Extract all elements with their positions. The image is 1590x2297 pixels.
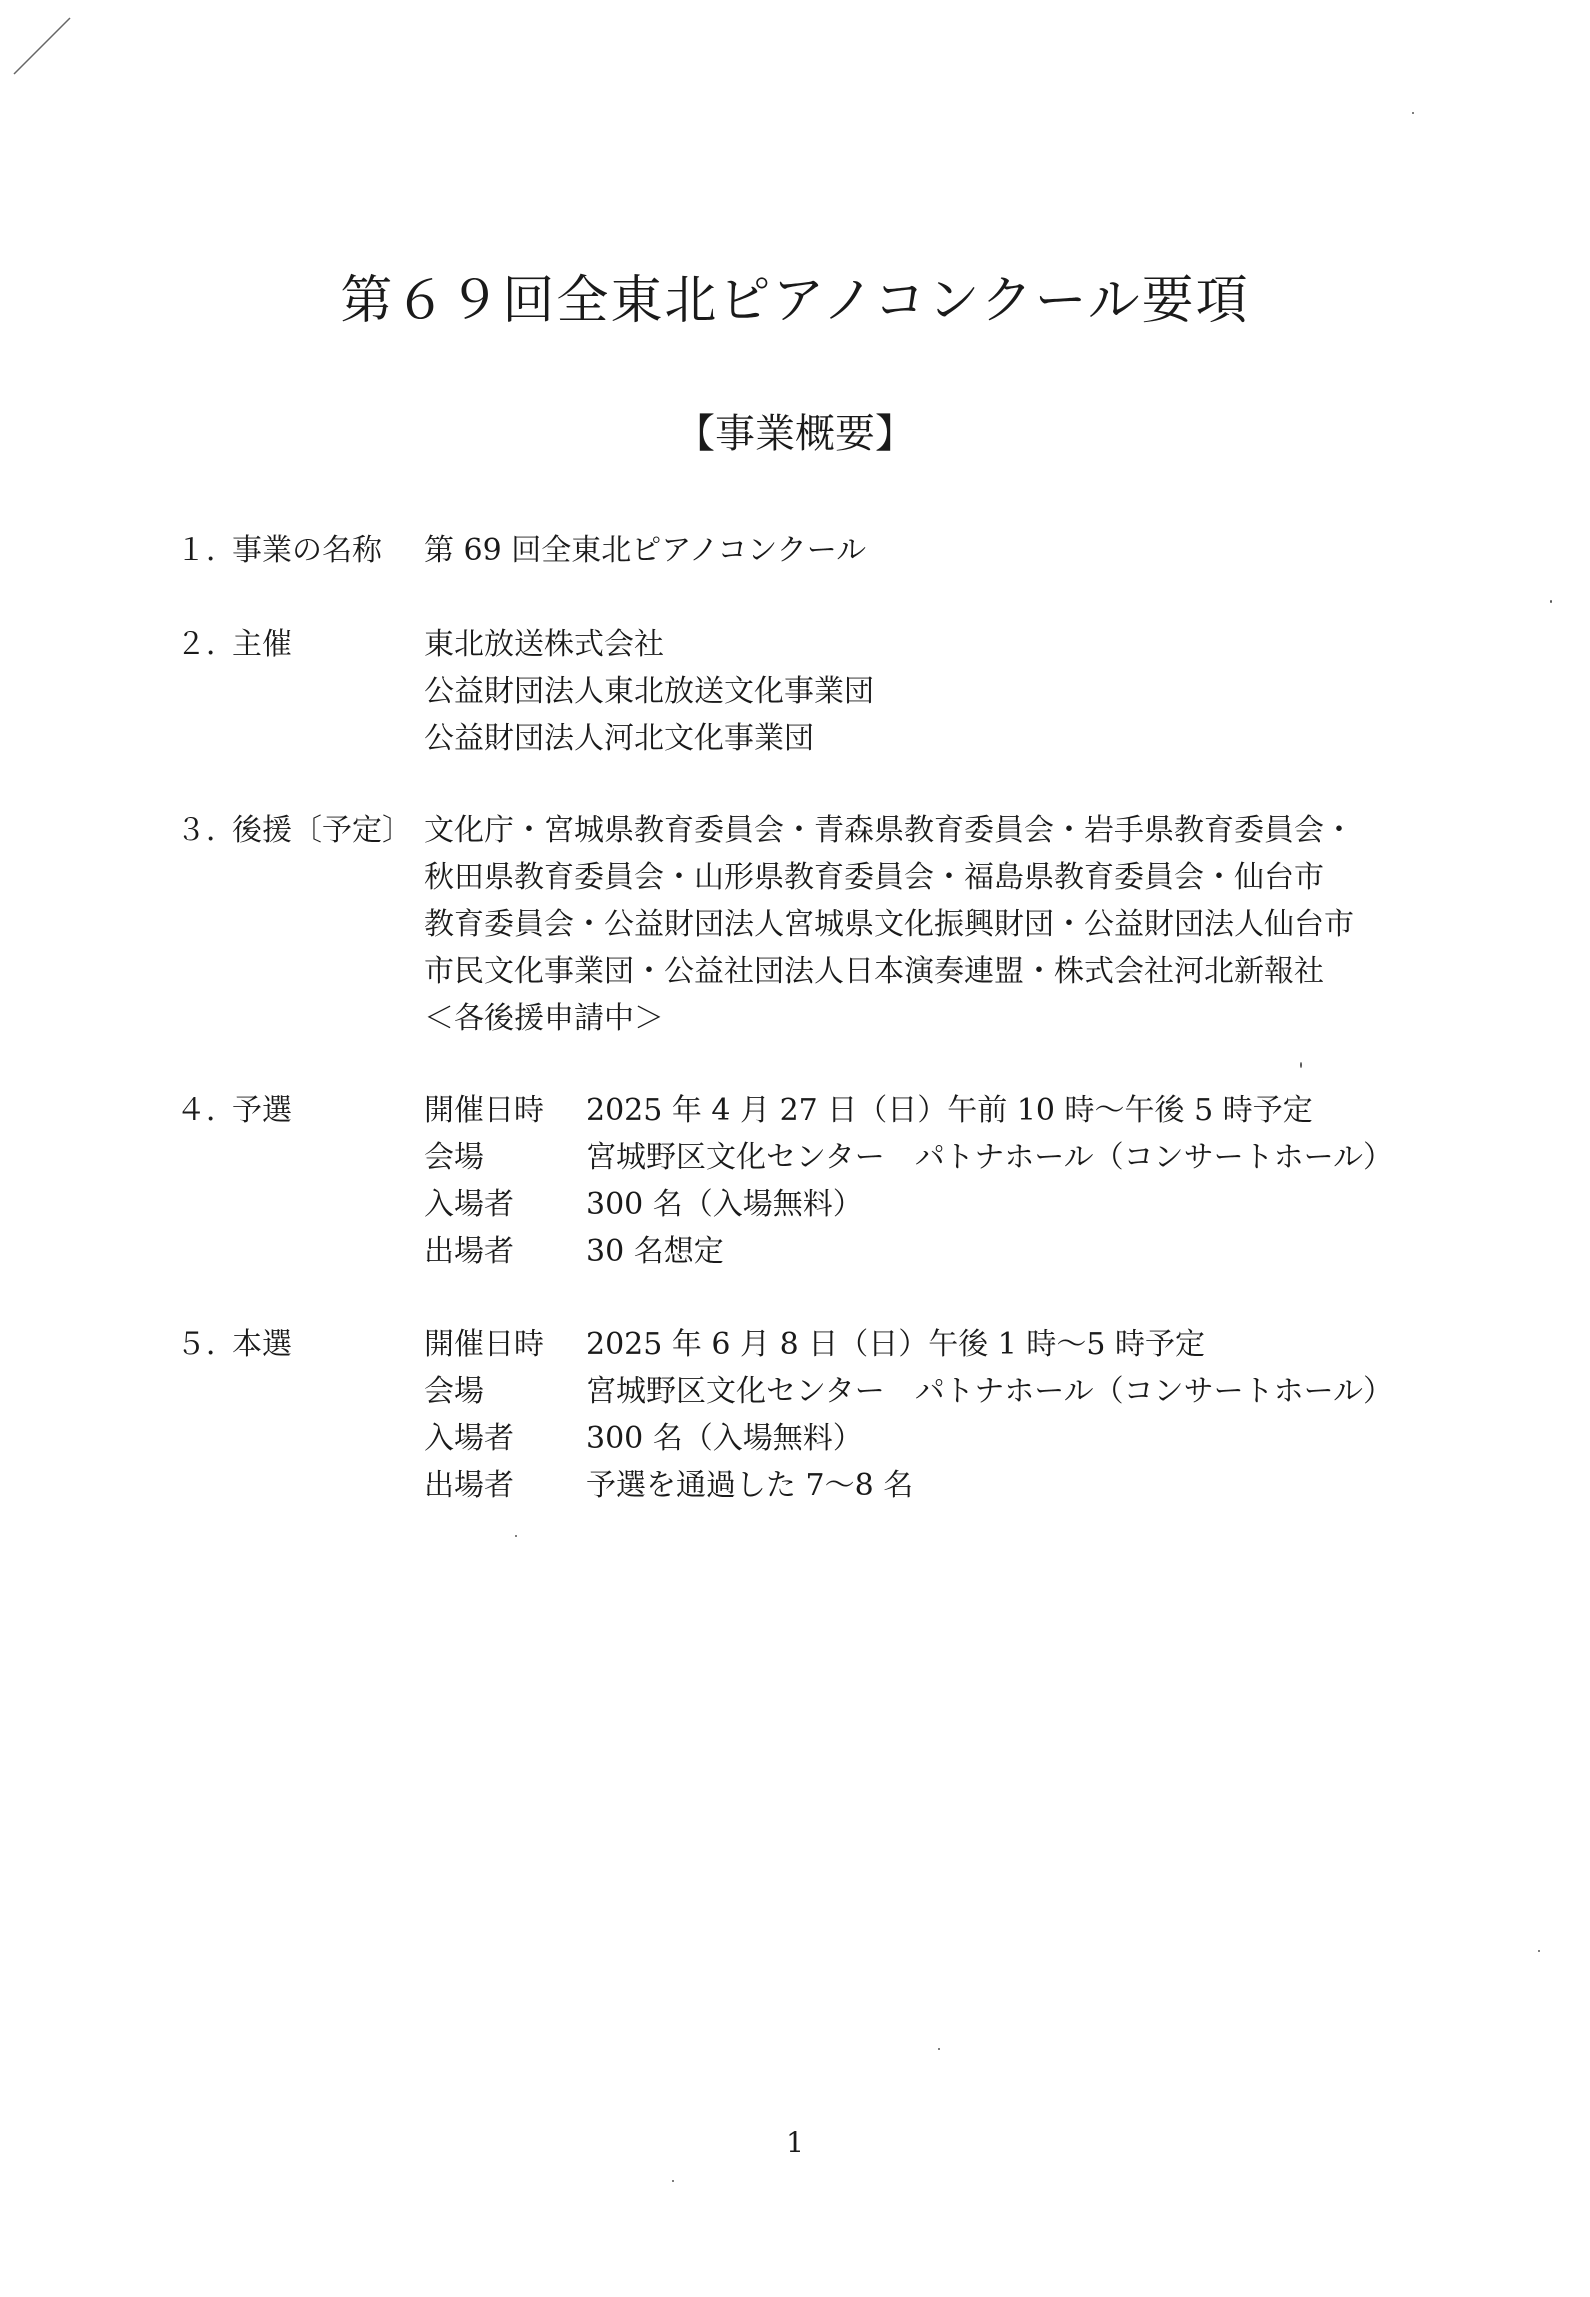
scan-speck [515,1535,517,1537]
scan-mark-line [12,16,82,76]
section-line: 教育委員会・公益財団法人宮城県文化振興財団・公益財団法人仙台市 [424,907,1354,942]
detail-row [424,1368,1424,1415]
detail-value: 宮城野区文化センター パトナホール（コンサートホール） [586,1140,1393,1175]
section-line: 東北放送株式会社 [424,627,664,662]
scan-speck [1538,1950,1540,1952]
detail-row [424,1087,1424,1134]
section-line: 文化庁・宮城県教育委員会・青森県教育委員会・岩手県教育委員会・ [424,813,1354,848]
section-number: ２． [176,627,236,662]
section-line: 公益財団法人河北文化事業団 [424,721,814,756]
section-label: 事業の名称 [232,533,382,568]
section-body [424,621,1424,762]
section-number: ３． [176,813,236,848]
section-label: 本選 [232,1327,292,1362]
detail-row [424,1181,1424,1228]
detail-value: 2025 年 4 月 27 日（日）午前 10 時～午後 5 時予定 [586,1093,1313,1128]
section-body [424,527,1424,574]
detail-value: 300 名（入場無料） [586,1187,863,1222]
section-body [424,1321,1424,1509]
page-number: 1 [786,2126,804,2159]
detail-value: 30 名想定 [586,1234,724,1269]
detail-row [424,1134,1424,1181]
detail-row [424,1462,1424,1509]
scan-speck [1412,112,1414,114]
detail-key: 会場 [424,1374,484,1409]
section-line: 市民文化事業団・公益社団法人日本演奏連盟・株式会社河北新報社 [424,954,1324,989]
scan-speck [1300,1062,1302,1068]
detail-value: 300 名（入場無料） [586,1421,863,1456]
detail-row [424,1228,1424,1275]
detail-key: 出場者 [424,1234,514,1269]
detail-key: 会場 [424,1140,484,1175]
detail-key: 開催日時 [424,1327,544,1362]
section-label: 予選 [232,1093,292,1128]
scan-speck [938,2048,940,2050]
detail-key: 出場者 [424,1468,514,1503]
section-line: ＜各後援申請中＞ [424,1001,664,1036]
detail-row [424,1415,1424,1462]
section-number: １． [176,533,236,568]
section-body [424,1087,1424,1275]
detail-row [424,1321,1424,1368]
detail-key: 入場者 [424,1421,514,1456]
section-line: 第 69 回全東北ピアノコンクール [424,533,867,568]
scan-speck [1550,600,1552,603]
section-number: ５． [176,1327,236,1362]
section-line: 公益財団法人東北放送文化事業団 [424,674,874,709]
detail-key: 入場者 [424,1187,514,1222]
document-title: 第６９回全東北ピアノコンクール要項 [340,271,1250,331]
section-line: 秋田県教育委員会・山形県教育委員会・福島県教育委員会・仙台市 [424,860,1324,895]
section-label: 後援〔予定〕 [232,813,412,848]
scan-speck [672,2180,674,2182]
detail-key: 開催日時 [424,1093,544,1128]
section-label: 主催 [232,627,292,662]
detail-value: 宮城野区文化センター パトナホール（コンサートホール） [586,1374,1393,1409]
section-body [424,807,1424,1042]
detail-value: 2025 年 6 月 8 日（日）午後 1 時～5 時予定 [586,1327,1205,1362]
document-subtitle: 【事業概要】 [675,411,915,457]
detail-value: 予選を通過した 7～8 名 [586,1468,914,1503]
section-number: ４． [176,1093,236,1128]
